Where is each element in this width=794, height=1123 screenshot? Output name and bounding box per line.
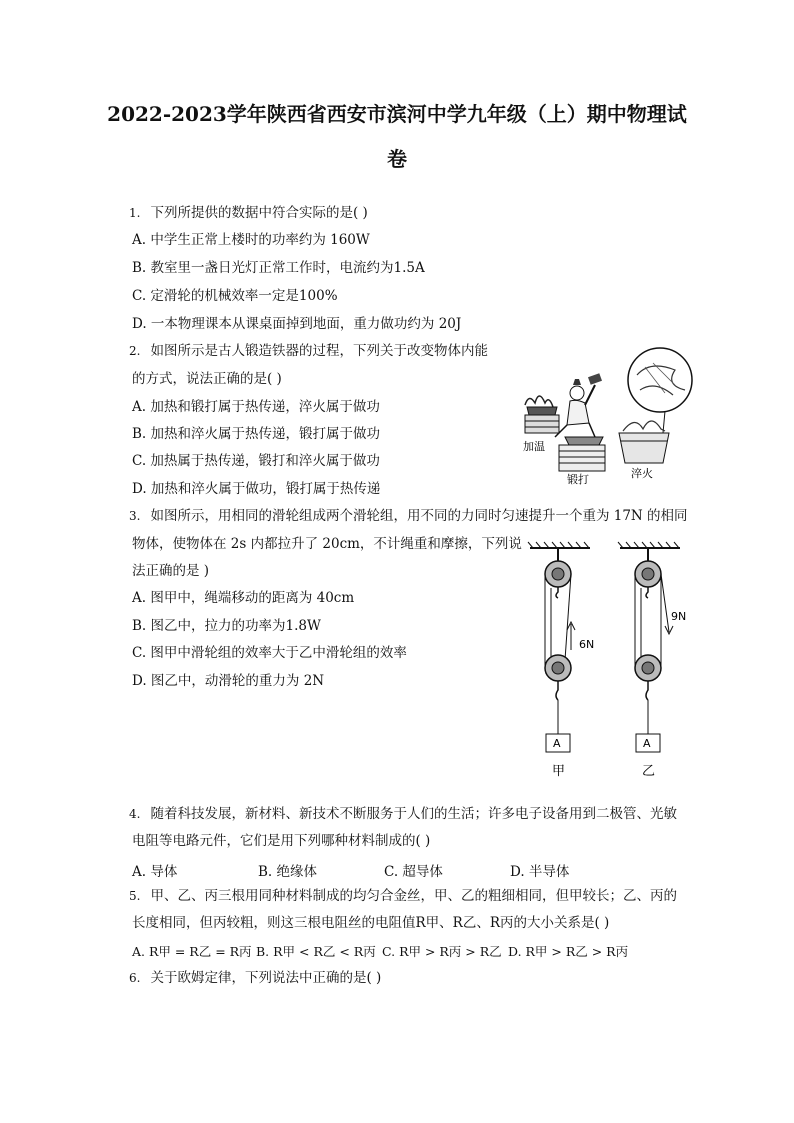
question-number: 1. [129, 206, 141, 220]
question-text: 如图所示是古人锻造铁器的过程，下列关于改变物体内能 [150, 343, 488, 359]
ceiling-left [528, 542, 590, 548]
page-title-line-1: 2022-2023学年陕西省西安市滨河中学九年级（上）期中物理试 [107, 102, 687, 126]
question-text: 甲、乙、丙三根用同种材料制成的均匀合金丝，甲、乙的粗细相同，但甲较长；乙、丙的 [150, 888, 677, 904]
question-4-stem-line-2: 电阻等电路元件，它们是用下列哪种材料制成的( ) [132, 833, 431, 849]
pulley-system-right [635, 548, 673, 734]
q5-option-b: B. R甲 < R乙 < R丙 [256, 944, 376, 959]
q3-option-a: A. 图甲中，绳端移动的距离为 40cm [132, 590, 355, 606]
question-number: 2. [129, 344, 141, 358]
q4-option-a: A. 导体 [132, 864, 178, 880]
label-forging: 锻打 [567, 473, 589, 486]
question-4-stem-line-1 [129, 805, 677, 823]
question-number: 4. [129, 807, 141, 821]
weight-label-left: A [553, 737, 561, 750]
quenching-inset [628, 348, 692, 433]
q5-option-d: D. R甲 > R乙 > R丙 [508, 944, 629, 959]
q5-options [132, 942, 628, 960]
q1-option-d: D. 一本物理课本从课桌面掉到地面，重力做功约为 20J [132, 316, 462, 332]
q2-option-c: C. 加热属于热传递，锻打和淬火属于做功 [132, 453, 380, 469]
q5-option-c: C. R甲 > R丙 > R乙 [382, 944, 502, 959]
question-6-stem [129, 969, 381, 987]
q3-option-c: C. 图甲中滑轮组的效率大于乙中滑轮组的效率 [132, 645, 407, 661]
question-2-stem-line-1 [129, 342, 488, 360]
question-text: 关于欧姆定律，下列说法中正确的是( ) [150, 970, 382, 986]
question-text: 下列所提供的数据中符合实际的是( ) [150, 205, 368, 221]
q4-option-b: B. 绝缘体 [258, 864, 318, 880]
blacksmith-figure [555, 373, 602, 437]
heating-stove [525, 396, 559, 433]
ceiling-right [618, 542, 680, 548]
q2-option-a: A. 加热和锻打属于热传递，淬火属于做功 [132, 399, 380, 415]
q1-option-a: A. 中学生正常上楼时的功率约为 160W [132, 232, 370, 248]
q1-option-c: C. 定滑轮的机械效率一定是100% [132, 288, 338, 304]
q4-options [132, 860, 569, 880]
question-text: 随着科技发展，新材料、新技术不断服务于人们的生活；许多电子设备用到二极管、光敏 [150, 806, 677, 822]
label-heating: 加温 [523, 440, 545, 453]
page-title-line-2: 卷 [387, 147, 407, 171]
question-number: 3. [129, 509, 141, 523]
question-3-stem-line-3: 法正确的是 ) [132, 563, 210, 579]
question-5-stem-line-1 [129, 887, 677, 905]
caption-left: 甲 [552, 764, 566, 779]
quench-tub [619, 421, 669, 463]
question-2-stem-line-2: 的方式，说法正确的是( ) [132, 371, 282, 387]
anvil [559, 437, 605, 471]
q3-option-d: D. 图乙中，动滑轮的重力为 2N [132, 673, 325, 689]
q1-option-b: B. 教室里一盏日光灯正常工作时，电流约为1.5A [132, 260, 425, 276]
question-1-stem [129, 204, 368, 222]
q4-option-d: D. 半导体 [510, 864, 570, 880]
q2-option-b: B. 加热和淬火属于热传递，锻打属于做功 [132, 426, 381, 442]
q5-option-a: A. R甲 = R乙 = R丙 [132, 944, 252, 959]
forging-illustration [515, 345, 695, 490]
label-quenching: 淬火 [631, 467, 653, 480]
question-3-stem-line-2: 物体，使物体在 2s 内都拉升了 20cm，不计绳重和摩擦，下列说 [132, 536, 522, 552]
question-5-stem-line-2: 长度相同，但丙较粗，则这三根电阻丝的电阻值R甲、R乙、R丙的大小关系是( ) [132, 915, 610, 931]
q2-option-d: D. 加热和淬火属于做功，锻打属于热传递 [132, 481, 381, 497]
question-3-stem-line-1 [129, 507, 688, 525]
weight-label-right: A [643, 737, 651, 750]
question-text: 如图所示，用相同的滑轮组成两个滑轮组，用不同的力同时匀速提升一个重为 17N 的相同 [150, 508, 688, 524]
force-label-right: 9N [671, 610, 687, 623]
question-number: 6. [129, 971, 141, 985]
caption-right: 乙 [642, 764, 656, 779]
pulley-diagram [525, 540, 705, 785]
force-label-left: 6N [579, 638, 595, 651]
pulley-system-left [545, 548, 575, 734]
q4-option-c: C. 超导体 [384, 864, 443, 880]
question-number: 5. [129, 889, 141, 903]
q3-option-b: B. 图乙中，拉力的功率为1.8W [132, 618, 321, 634]
